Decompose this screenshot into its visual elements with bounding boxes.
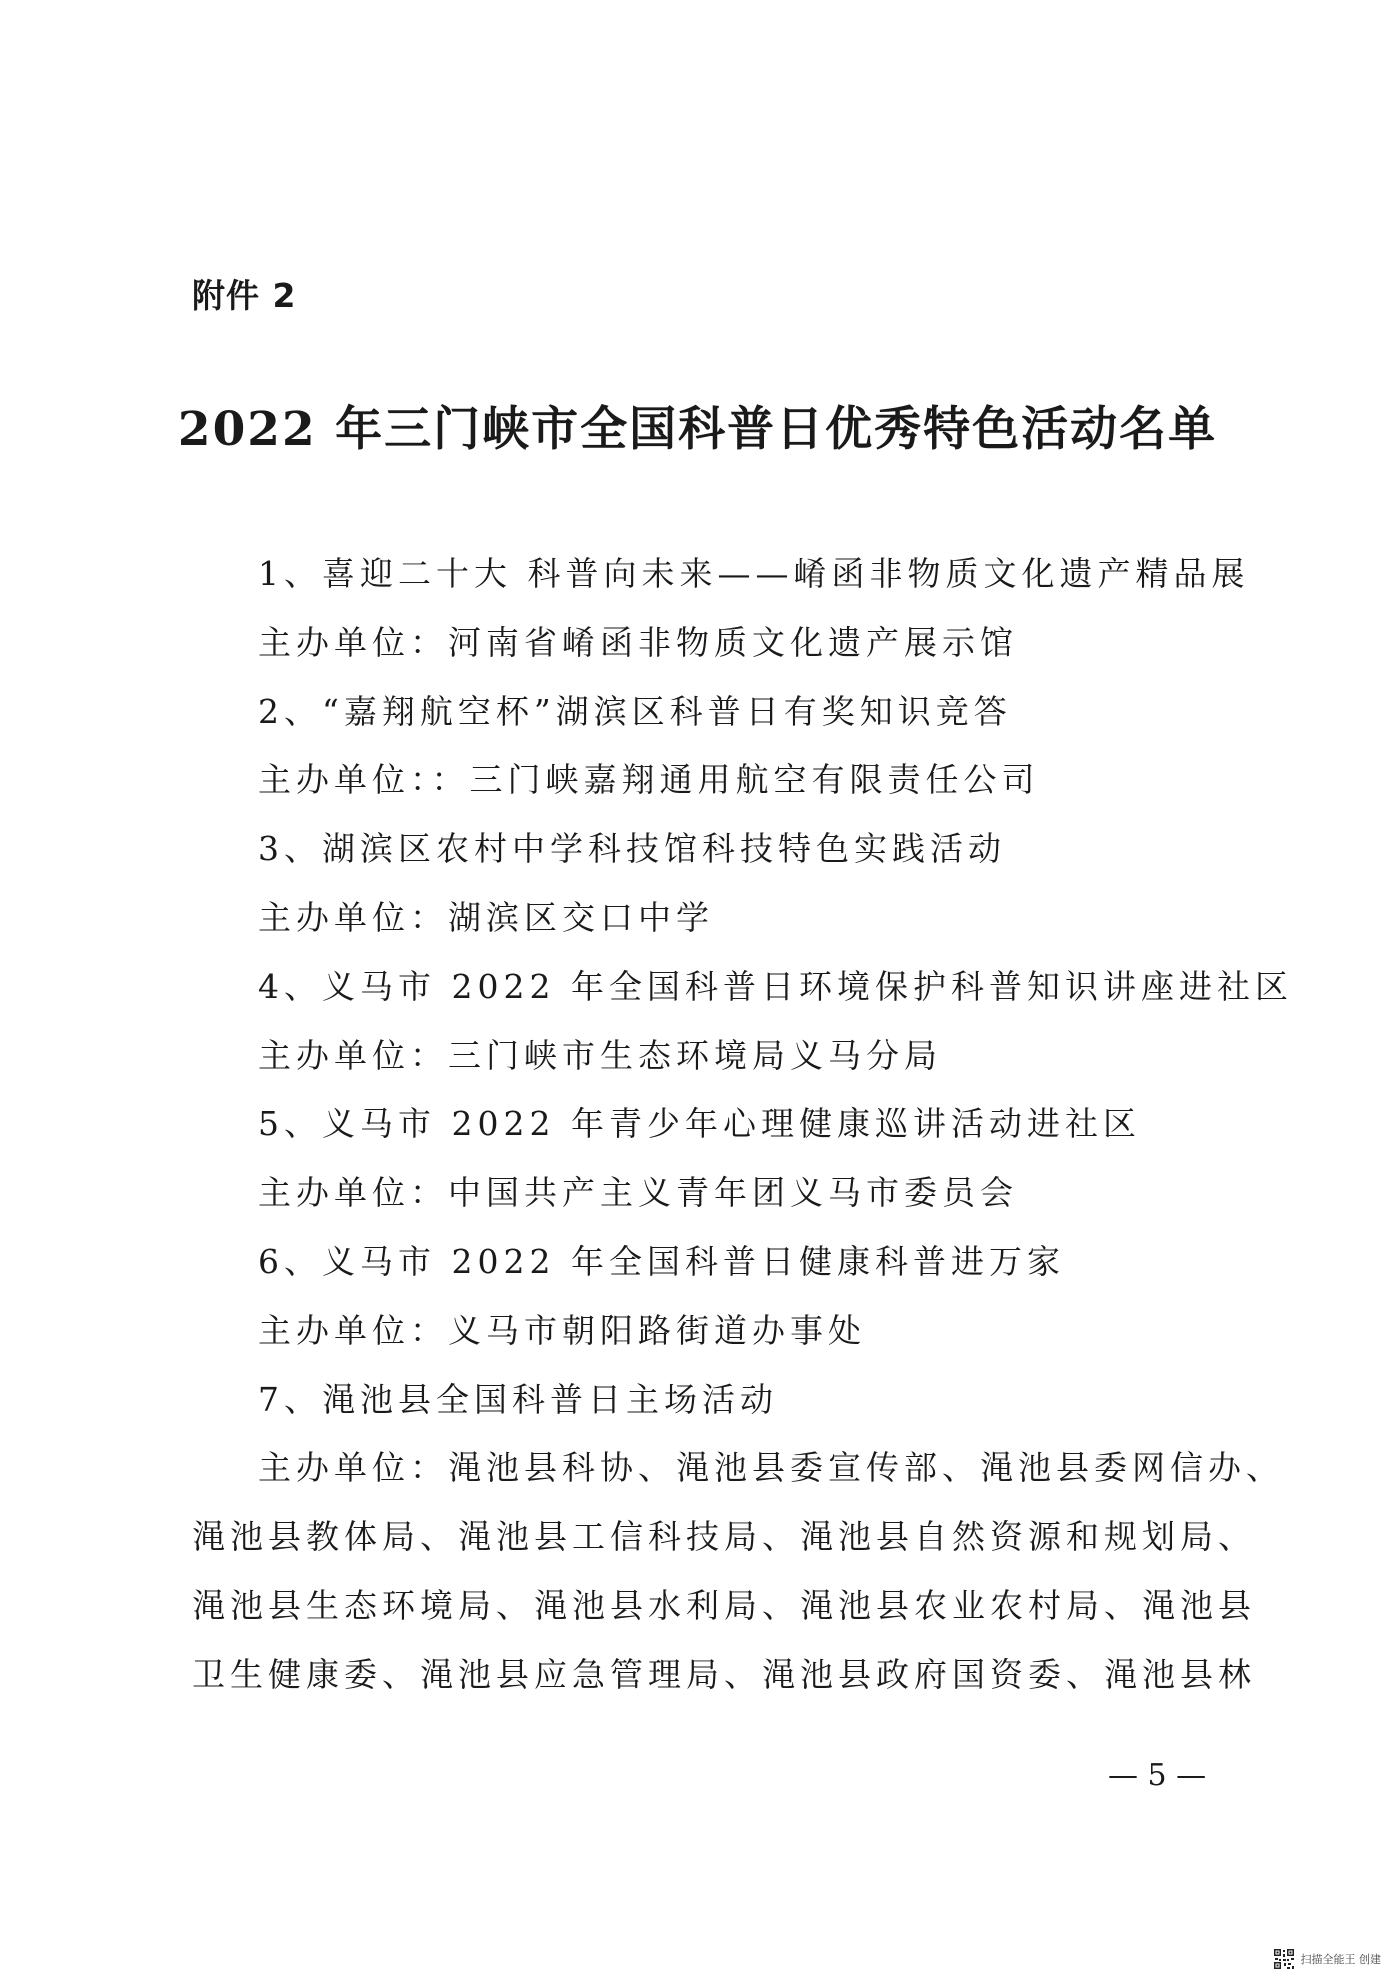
list-item-7-title: 7、渑池县全国科普日主场活动	[258, 1379, 778, 1419]
list-item-5-host: 主办单位：中国共产主义青年团义马市委员会	[258, 1173, 1018, 1213]
list-item-7-host-continued: 渑池县生态环境局、渑池县水利局、渑池县农业农村局、渑池县	[192, 1585, 1256, 1625]
scanner-watermark	[1273, 1948, 1382, 1970]
document-title: 2022 年三门峡市全国科普日优秀特色活动名单	[177, 402, 1218, 457]
list-item-7-host-continued: 渑池县教体局、渑池县工信科技局、渑池县自然资源和规划局、	[192, 1517, 1256, 1557]
list-item-2-title: 2、“嘉翔航空杯”湖滨区科普日有奖知识竞答	[258, 691, 1012, 731]
list-item-5-title: 5、义马市 2022 年青少年心理健康巡讲活动进社区	[258, 1104, 1141, 1144]
list-item-6-host: 主办单位：义马市朝阳路街道办事处	[258, 1310, 866, 1350]
scanner-mark-text: 扫描全能王 创建	[1300, 1953, 1381, 1966]
list-item-3-title: 3、湖滨区农村中学科技馆科技特色实践活动	[258, 829, 1006, 869]
list-item-3-host: 主办单位：湖滨区交口中学	[258, 897, 714, 937]
list-item-4-title: 4、义马市 2022 年全国科普日环境保护科普知识讲座进社区	[258, 966, 1293, 1006]
page-number: — 5 —	[1108, 1758, 1207, 1793]
attachment-label: 附件 2	[192, 276, 297, 315]
list-item-7-host-continued: 卫生健康委、渑池县应急管理局、渑池县政府国资委、渑池县林	[192, 1654, 1256, 1694]
document-body	[192, 540, 1293, 1710]
list-item-6-title: 6、义马市 2022 年全国科普日健康科普进万家	[258, 1241, 1065, 1281]
list-item-7-host: 主办单位：渑池县科协、渑池县委宣传部、渑池县委网信办、	[258, 1448, 1284, 1488]
list-item-1-host: 主办单位：河南省崤函非物质文化遗产展示馆	[258, 622, 1018, 662]
list-item-2-host: 主办单位：：三门峡嘉翔通用航空有限责任公司	[258, 760, 1040, 800]
qr-code-icon	[1273, 1948, 1295, 1970]
list-item-4-host: 主办单位：三门峡市生态环境局义马分局	[258, 1035, 942, 1075]
list-item-1-title: 1、喜迎二十大 科普向未来——崤函非物质文化遗产精品展	[258, 554, 1250, 593]
